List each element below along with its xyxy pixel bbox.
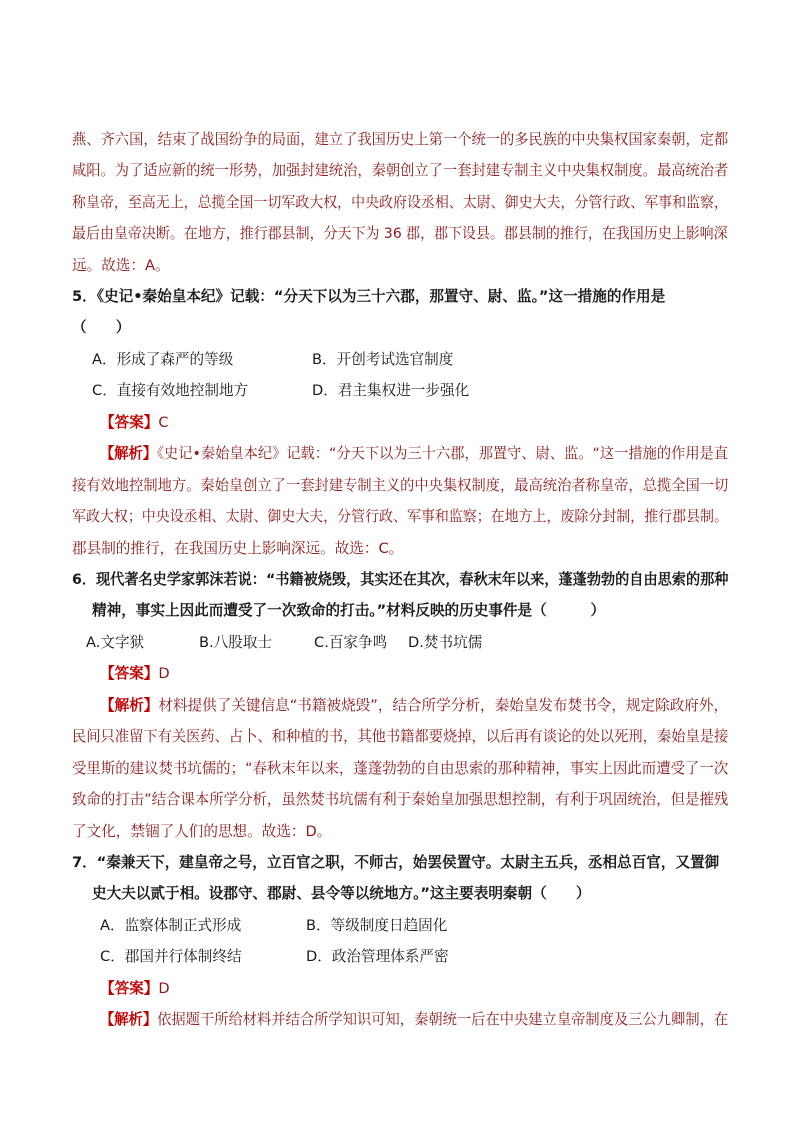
q6-analysis-line: 民间只准留下有关医药、占卜、和种植的书，其他书籍都要烧掉，以后再有谈论的处以死刑，秦始皇是接 [72, 728, 729, 745]
continuation-line: 远。故选：A。 [72, 257, 170, 274]
q6-option-a: A.文字狱 [86, 634, 145, 651]
q7-option-d: D．政治管理体系严密 [306, 948, 449, 965]
q6-analysis-text: 材料提供了关键信息“书籍被烧毁”，结合所学分析，秦始皇发布焚书令，规定除政府外， [158, 697, 729, 714]
q5-answer [100, 413, 169, 433]
q6-answer-value: D [158, 665, 170, 682]
q6-analysis-line: 了文化，禁锢了人们的思想。故选：D。 [72, 823, 332, 840]
q6-answer [100, 664, 170, 684]
analysis-label: 【解析】 [100, 697, 159, 714]
answer-label: 【答案】 [100, 665, 159, 682]
q5-option-c: C．直接有效地控制地方 [92, 382, 249, 399]
q5-stem: 5．《史记•秦始皇本纪》记载：“分天下以为三十六郡，那置守、尉、监。”这一措施的作用是 [72, 288, 666, 305]
q6-option-c: C.百家争鸣 [314, 634, 388, 651]
q7-option-c: C．郡国并行体制终结 [100, 948, 242, 965]
q5-analysis-line: 军政大权；中央设丞相、太尉、御史大夫，分管行政、军事和监察；在地方上，废除分封制，推行郡县制。 [72, 508, 728, 525]
q5-analysis-text: 《史记•秦始皇本纪》记载：“分天下以为三十六郡，那置守、尉、监。“这一措施的作用是直 [156, 445, 729, 462]
q5-option-d: D．君主集权进一步强化 [312, 382, 470, 399]
q5-option-b: B．开创考试选官制度 [312, 351, 454, 368]
continuation-line: 称皇帝，至高无上，总揽全国一切军政大权，中央政府设丞相、太尉、御史大夫，分管行政、军事和监察， [72, 194, 728, 211]
q7-option-b: B．等级制度日趋固化 [306, 917, 448, 934]
q5-option-a: A．形成了森严的等级 [92, 351, 234, 368]
q6-option-b: B.八股取士 [199, 634, 273, 651]
q6-stem: 精神，事实上因此而遭受了一次致命的打击。”材料反映的历史事件是（ ） [92, 602, 606, 619]
q6-stem: 6．现代著名史学家郭沫若说：“书籍被烧毁，其实还在其次，春秋末年以来，蓬蓬勃勃的自由思索的那种 [72, 571, 729, 588]
q5-analysis-line [100, 444, 728, 464]
q6-analysis-line [100, 696, 728, 716]
analysis-label: 【解析】 [100, 445, 157, 462]
q7-answer [100, 979, 170, 999]
q6-option-d: D.焚书坑儒 [408, 634, 483, 651]
q6-analysis-line: 致命的打击”结合课本所学分析，虽然焚书坑儒有利于秦始皇加强思想控制，有利于巩固统治，但是摧残 [72, 791, 729, 808]
q5-stem-bracket: （ ） [72, 319, 131, 336]
q6-analysis-line: 受里斯的建议焚书坑儒的；“春秋末年以来，蓬蓬勃勃的自由思索的那种精神，事实上因此而遭受了一次 [72, 760, 729, 777]
q7-analysis-text: 依据题干所给材料并结合所学知识可知，秦朝统一后在中央建立皇帝制度及三公九卿制，在 [157, 1011, 729, 1028]
analysis-label: 【解析】 [100, 1011, 158, 1028]
answer-label: 【答案】 [100, 414, 159, 431]
q5-analysis-line: 接有效地控制地方。秦始皇创立了一套封建专制主义的中央集权制度，最高统治者称皇帝，总揽全国一切 [72, 477, 729, 494]
continuation-line: 咸阳。为了适应新的统一形势，加强封建统治，秦朝创立了一套封建专制主义中央集权制度。最高统治者 [72, 162, 729, 179]
q5-answer-value: C [158, 414, 169, 431]
continuation-line: 最后由皇帝决断。在地方，推行郡县制，分天下为 36 郡，郡下设县。郡县制的推行，在我国历史上影响深 [72, 225, 728, 242]
continuation-line: 燕、齐六国，结束了战国纷争的局面，建立了我国历史上第一个统一的多民族的中央集权国家秦朝，定都 [72, 131, 729, 148]
answer-label: 【答案】 [100, 980, 159, 997]
q7-analysis-line [100, 1010, 728, 1030]
q5-analysis-line: 郡县制的推行，在我国历史上影响深远。故选：C。 [72, 540, 404, 557]
q7-answer-value: D [158, 980, 170, 997]
q7-stem: 7．“秦兼天下，建皇帝之号，立百官之职，不师古，始罢侯置守。太尉主五兵，丞相总百官，又置御 [72, 854, 720, 871]
q7-option-a: A．监察体制正式形成 [100, 917, 242, 934]
q7-stem: 史大夫以贰于相。设郡守、郡尉、县令等以统地方。”这主要表明秦朝（ ） [92, 885, 591, 902]
